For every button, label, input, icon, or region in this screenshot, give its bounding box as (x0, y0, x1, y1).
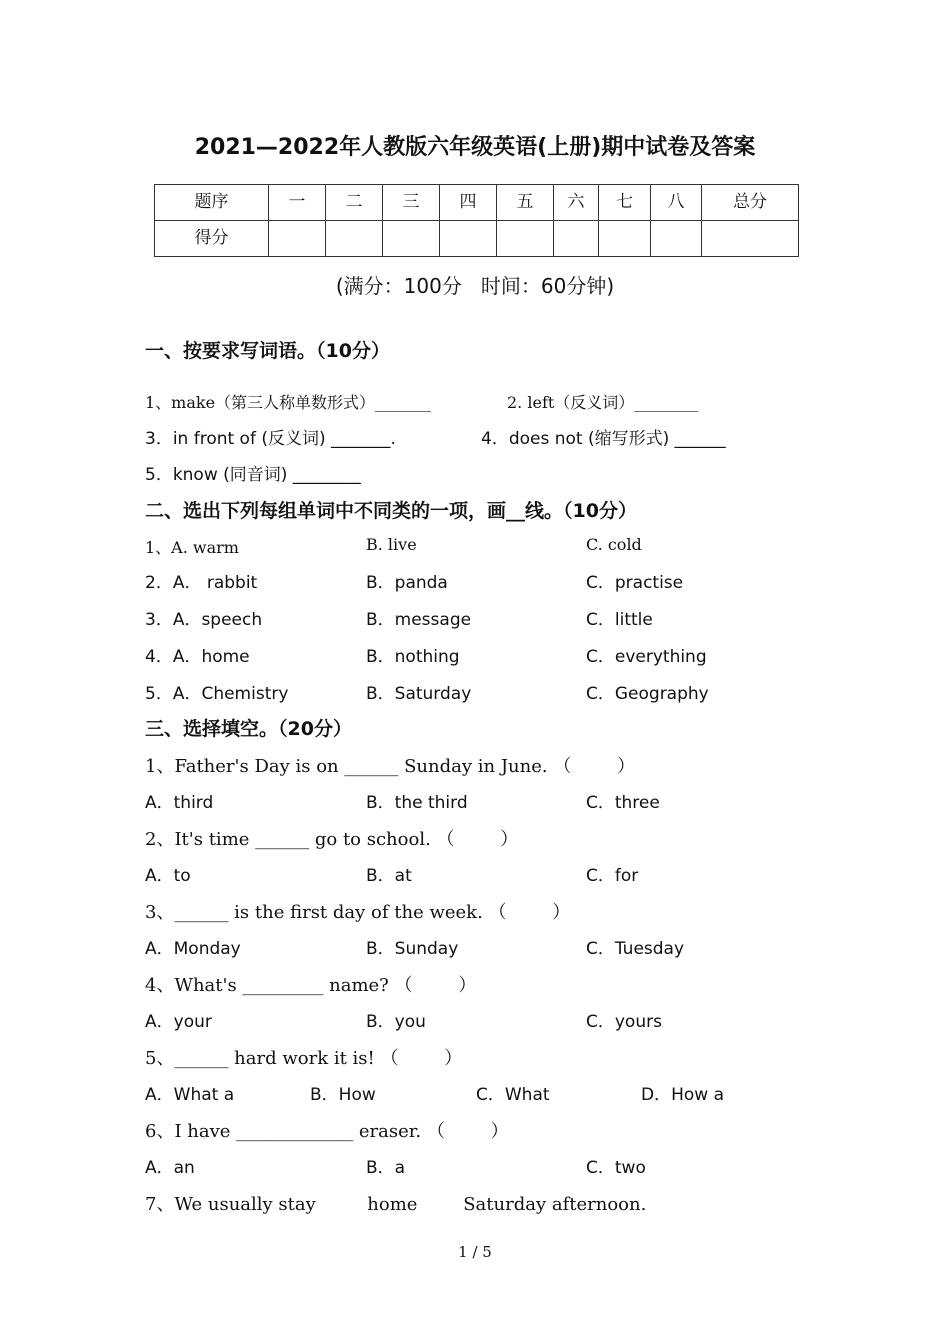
option-a: A．an (145, 1158, 195, 1178)
question-stem: 7、We usually stay home Saturday afternoon. (145, 1194, 647, 1215)
score-table-header-row (155, 185, 799, 221)
page-number: 1 / 5 (458, 1243, 492, 1261)
score-table (154, 184, 799, 257)
question-item: 4．does not (缩写形式) ______ (481, 429, 726, 449)
score-input-cell[interactable] (440, 221, 497, 257)
score-input-cell[interactable] (554, 221, 599, 257)
option-b: B．How (310, 1085, 376, 1105)
section2-heading: 二、选出下列每组单词中不同类的一项，画__线。（10分） (145, 500, 637, 522)
option-a: 2．A． rabbit (145, 573, 258, 593)
score-input-cell[interactable] (599, 221, 651, 257)
table-cell: 总分 (702, 185, 799, 221)
score-input-cell[interactable] (383, 221, 440, 257)
option-b: B．message (366, 610, 472, 630)
score-input-cell[interactable] (651, 221, 702, 257)
question-stem: 2、It's time ______ go to school. （ ） (145, 829, 519, 850)
question-item: 5．know (同音词) ________ (145, 465, 361, 485)
option-c: C．What (476, 1085, 550, 1105)
option-b: B．the third (366, 793, 468, 813)
option-a: A．What a (145, 1085, 235, 1105)
option-a: A．third (145, 793, 214, 813)
option-a: 3．A．speech (145, 610, 263, 630)
option-c: C．practise (586, 573, 684, 593)
option-a: A．your (145, 1012, 212, 1032)
option-b: B．at (366, 866, 412, 886)
score-input-cell[interactable] (702, 221, 799, 257)
option-d: D．How a (641, 1085, 724, 1105)
option-a: 4．A．home (145, 647, 250, 667)
question-item: 1、make（第三人称单数形式）_______ (145, 393, 432, 412)
option-c: C．for (586, 866, 639, 886)
table-cell: 六 (554, 185, 599, 221)
table-cell: 八 (651, 185, 702, 221)
option-a: 1、A. warm (145, 538, 239, 557)
option-c: C．little (586, 610, 653, 630)
option-c: C．everything (586, 647, 707, 667)
table-cell: 三 (383, 185, 440, 221)
option-a: 5．A．Chemistry (145, 684, 289, 704)
option-a: A．Monday (145, 939, 241, 959)
question-stem: 1、Father's Day is on ______ Sunday in June. （ ） (145, 756, 636, 777)
table-cell: 一 (269, 185, 326, 221)
score-input-cell[interactable] (269, 221, 326, 257)
option-c: C．three (586, 793, 660, 813)
option-b: B．Saturday (366, 684, 472, 704)
option-c: C．yours (586, 1012, 662, 1032)
score-input-cell[interactable] (326, 221, 383, 257)
score-input-cell[interactable] (497, 221, 554, 257)
table-cell: 得分 (155, 221, 269, 257)
option-a: A．to (145, 866, 191, 886)
table-cell: 题序 (155, 185, 269, 221)
option-b: B. live (366, 535, 417, 554)
exam-subtitle: (满分：100分 时间：60分钟) (335, 274, 615, 298)
table-cell: 五 (497, 185, 554, 221)
table-cell: 七 (599, 185, 651, 221)
document-title: 2021—2022年人教版六年级英语(上册)期中试卷及答案 (194, 135, 756, 160)
option-c: C．two (586, 1158, 646, 1178)
section3-heading: 三、选择填空。（20分） (145, 718, 352, 740)
question-item: 2. left（反义词）________ (507, 393, 699, 412)
option-b: B．panda (366, 573, 448, 593)
option-b: B．you (366, 1012, 426, 1032)
question-stem: 3、______ is the first day of the week. （ ） (145, 902, 571, 923)
option-c: C．Geography (586, 684, 709, 704)
question-stem: 5、______ hard work it is! （ ） (145, 1048, 463, 1069)
table-cell: 二 (326, 185, 383, 221)
table-cell: 四 (440, 185, 497, 221)
option-b: B．Sunday (366, 939, 459, 959)
option-b: B．a (366, 1158, 406, 1178)
section1-heading: 一、按要求写词语。（10分） (145, 340, 390, 362)
option-c: C．Tuesday (586, 939, 685, 959)
question-stem: 4、What's _________ name? （ ） (145, 975, 477, 996)
option-b: B．nothing (366, 647, 460, 667)
question-stem: 6、I have _____________ eraser. （ ） (145, 1121, 509, 1142)
score-table-score-row (155, 221, 799, 257)
question-item: 3．in front of (反义词) _______. (145, 429, 396, 449)
option-c: C. cold (586, 535, 642, 554)
